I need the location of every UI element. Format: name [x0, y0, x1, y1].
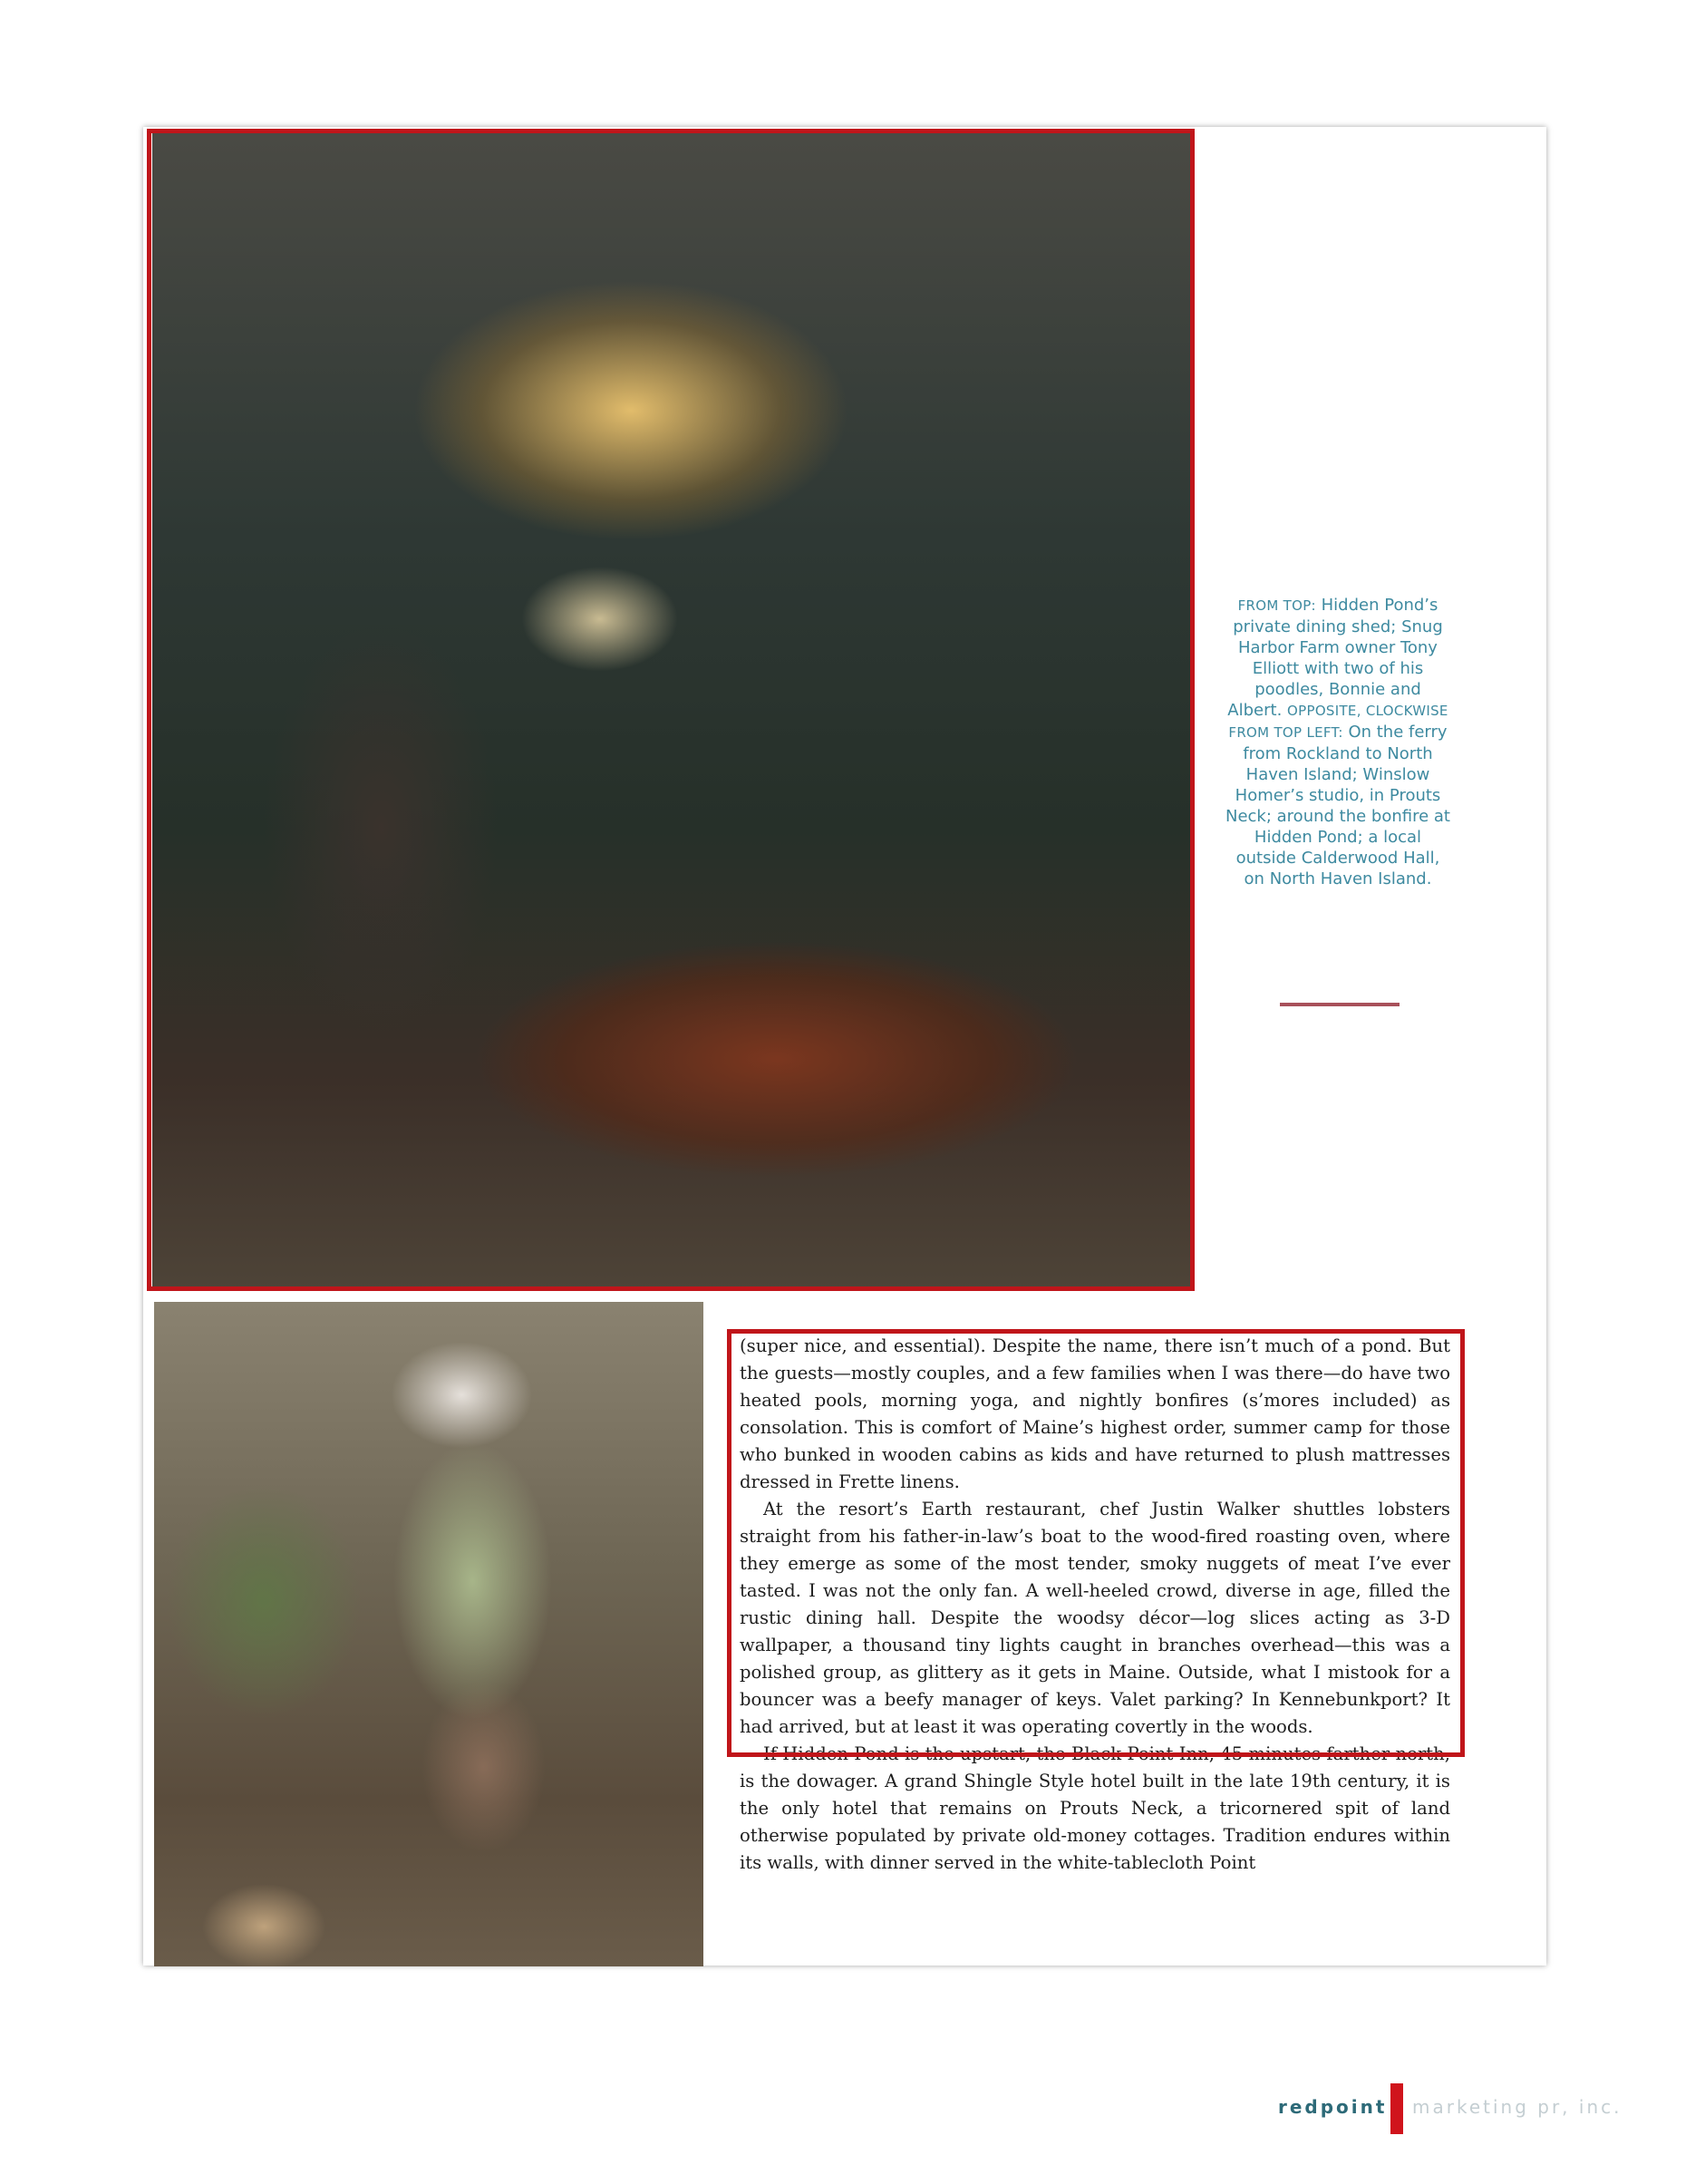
farm-owner-photo: [154, 1302, 703, 1966]
paragraph: (super nice, and essential). Despite the name, there isn’t much of a pond. But the guests—mostly couples, and a few families when I was there—do have two heated pools, morning yoga, and nightly bonfires (s’mores included) as consolation. This is comfort of Maine’s highest order, summer camp for those who bunked in wooden cabins as kids and have returned to plush mattresses dressed in Frette linens.: [740, 1335, 1450, 1492]
photo-highlight-frame: [147, 129, 1195, 1291]
brand-name: redpoint: [1278, 2096, 1388, 2118]
footer-logo: [1278, 2083, 1622, 2134]
paragraph: At the resort’s Earth restaurant, chef Justin Walker shuttles lobsters straight from his father-in-law’s boat to the wood-fired roasting oven, where they emerge as some of the most tender, smoky nuggets of meat I’ve ever tasted. I was not the only fan. A well-heeled crowd, diverse in age, filled the rustic dining hall. Despite the woodsy décor—log slices acting as 3-D wallpaper, a thousand tiny lights caught in branches overhead—this was a polished group, as glittery as it gets in Maine. Outside, what I mistook for a bouncer was a beefy manager of keys. Valet parking? In Kennebunkport? It had arrived, but at least it was operating covertly in the woods.: [740, 1499, 1450, 1737]
caption-lead-1: FROM TOP:: [1237, 597, 1316, 614]
photo-caption: [1225, 595, 1450, 889]
caption-divider: [1280, 1003, 1400, 1006]
brand-tagline: marketing pr, inc.: [1412, 2096, 1622, 2118]
brand-bar: [1390, 2083, 1403, 2134]
paragraph: If Hidden Pond is the upstart, the Black Point Inn, 45 minutes farther north, is the dowager. A grand Shingle Style hotel built in the late 19th century, it is the only hotel that remains on Prouts Neck, a tricornered spit of land otherwise populated by private old-money cottages. Tradition endures within its walls, with dinner served in the white-tablecloth Point: [740, 1743, 1450, 1873]
caption-text-2: On the ferry from Rockland to North Haven Island; Winslow Homer’s studio, in Prouts Neck; around the bonfire at Hidden Pond; a local outside Calderwood Hall, on North Haven Island.: [1225, 723, 1450, 888]
caption-lead-2: OPPOSITE, CLOCKWISE FROM TOP LEFT:: [1228, 703, 1448, 741]
text-highlight-frame: [727, 1329, 1465, 1757]
caption-text-1: Hidden Pond’s private dining shed; Snug Harbor Farm owner Tony Elliott with two of his poodles, Bonnie and Albert.: [1227, 596, 1443, 720]
